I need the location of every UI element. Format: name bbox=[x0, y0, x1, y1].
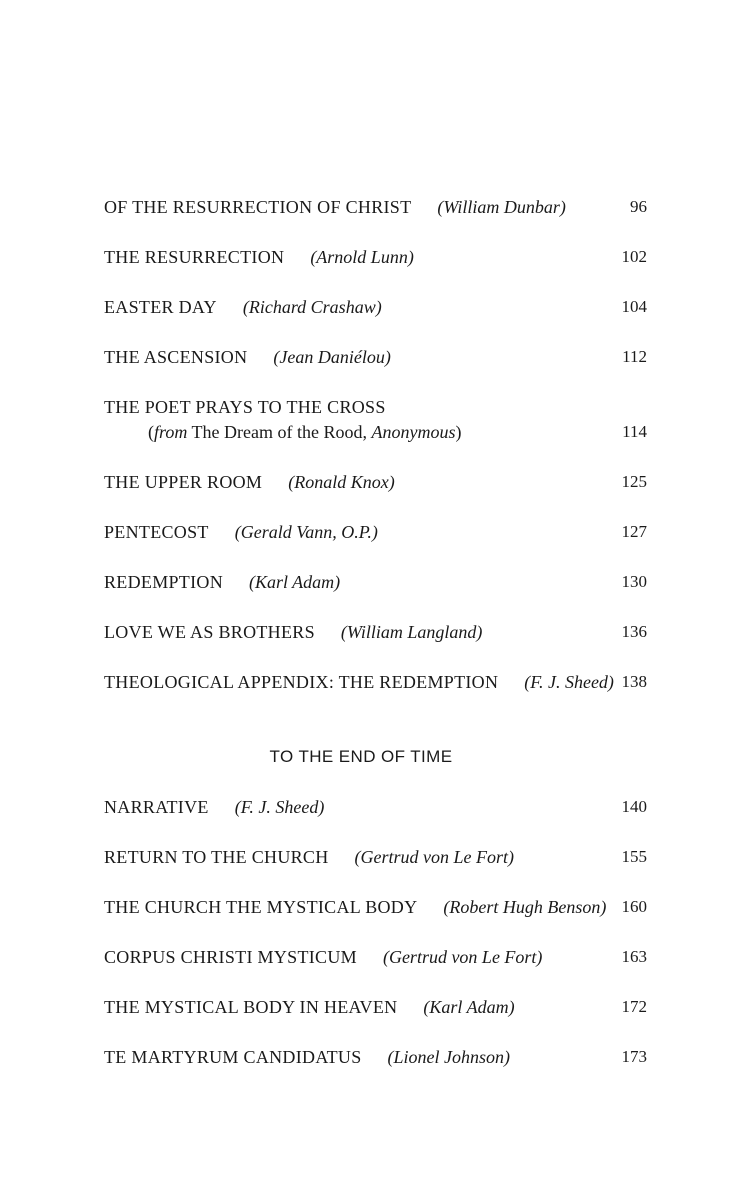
entry-title: THE CHURCH THE MYSTICAL BODY bbox=[104, 897, 418, 917]
entry-page-number: 173 bbox=[621, 1047, 647, 1066]
entry-title: PENTECOST bbox=[104, 522, 209, 542]
entry-author: (William Langland) bbox=[340, 622, 483, 642]
toc-entry bbox=[104, 392, 647, 448]
entry-title: TE MARTYRUM CANDIDATUS bbox=[104, 1047, 362, 1067]
entry-author: (William Dunbar) bbox=[437, 197, 566, 217]
entry-title: THE ASCENSION bbox=[104, 347, 248, 367]
entry-page-number: 140 bbox=[621, 797, 647, 816]
toc-entry bbox=[104, 342, 647, 372]
entry-author: (Gertrud von Le Fort) bbox=[382, 947, 543, 967]
entry-page-number: 155 bbox=[621, 847, 647, 866]
toc-entry bbox=[104, 467, 647, 497]
toc-entry bbox=[104, 242, 647, 272]
toc-entry bbox=[104, 567, 647, 597]
section-heading: TO THE END OF TIME bbox=[269, 747, 453, 766]
entry-author: (Arnold Lunn) bbox=[310, 247, 414, 267]
entry-page-number: 96 bbox=[630, 197, 647, 216]
entry-page-number: 138 bbox=[621, 672, 647, 691]
toc-entry bbox=[104, 842, 647, 872]
entry-title: THE POET PRAYS TO THE CROSS bbox=[104, 397, 386, 417]
entry-title: RETURN TO THE CHURCH bbox=[104, 847, 329, 867]
entry-author: (Lionel Johnson) bbox=[387, 1047, 511, 1067]
entry-author: (Robert Hugh Benson) bbox=[443, 897, 607, 917]
entry-source-line: (from The Dream of the Rood, Anonymous) bbox=[148, 422, 462, 442]
entry-author: (Richard Crashaw) bbox=[242, 297, 382, 317]
entry-author: (Gertrud von Le Fort) bbox=[354, 847, 515, 867]
entry-author: (F. J. Sheed) bbox=[234, 797, 325, 817]
entry-page-number: 127 bbox=[621, 522, 647, 541]
entry-page-number: 104 bbox=[621, 297, 647, 316]
entry-author: (Jean Daniélou) bbox=[273, 347, 391, 367]
entry-title: NARRATIVE bbox=[104, 797, 209, 817]
toc-entry bbox=[104, 517, 647, 547]
entry-title: EASTER DAY bbox=[104, 297, 217, 317]
entry-page-number: 172 bbox=[621, 997, 647, 1016]
toc-entry bbox=[104, 617, 647, 647]
toc-entry bbox=[104, 892, 647, 922]
toc-entry bbox=[104, 192, 647, 222]
entry-author: (F. J. Sheed) bbox=[524, 672, 614, 692]
entry-title: THEOLOGICAL APPENDIX: THE REDEMPTION bbox=[104, 672, 499, 692]
entry-page-number: 160 bbox=[621, 897, 647, 916]
entry-page-number: 136 bbox=[621, 622, 647, 641]
entry-title: CORPUS CHRISTI MYSTICUM bbox=[104, 947, 357, 967]
from-word: from bbox=[154, 422, 188, 442]
entry-page-number: 125 bbox=[621, 472, 647, 491]
work-title: The Dream of the Rood, bbox=[187, 422, 372, 442]
entry-title: OF THE RESURRECTION OF CHRIST bbox=[104, 197, 412, 217]
toc-entry bbox=[104, 992, 647, 1022]
entry-title: REDEMPTION bbox=[104, 572, 223, 592]
entry-author: (Ronald Knox) bbox=[288, 472, 395, 492]
entry-page-number: 102 bbox=[621, 247, 647, 266]
toc-entry bbox=[104, 1042, 647, 1072]
entry-author: (Gerald Vann, O.P.) bbox=[234, 522, 378, 542]
toc-entry bbox=[104, 292, 647, 322]
entry-page-number: 114 bbox=[622, 422, 647, 441]
entry-page-number: 163 bbox=[621, 947, 647, 966]
toc-entry bbox=[104, 667, 647, 697]
entry-page-number: 130 bbox=[621, 572, 647, 591]
entry-title: THE UPPER ROOM bbox=[104, 472, 263, 492]
entry-title: THE MYSTICAL BODY IN HEAVEN bbox=[104, 997, 398, 1017]
entry-author: (Karl Adam) bbox=[423, 997, 515, 1017]
entry-title: THE RESURRECTION bbox=[104, 247, 285, 267]
entry-page-number: 112 bbox=[622, 347, 647, 366]
entry-author: Anonymous bbox=[371, 422, 456, 442]
toc-entry bbox=[104, 942, 647, 972]
toc-entry bbox=[104, 792, 647, 822]
entry-author: (Karl Adam) bbox=[249, 572, 341, 592]
entry-title: LOVE WE AS BROTHERS bbox=[104, 622, 315, 642]
